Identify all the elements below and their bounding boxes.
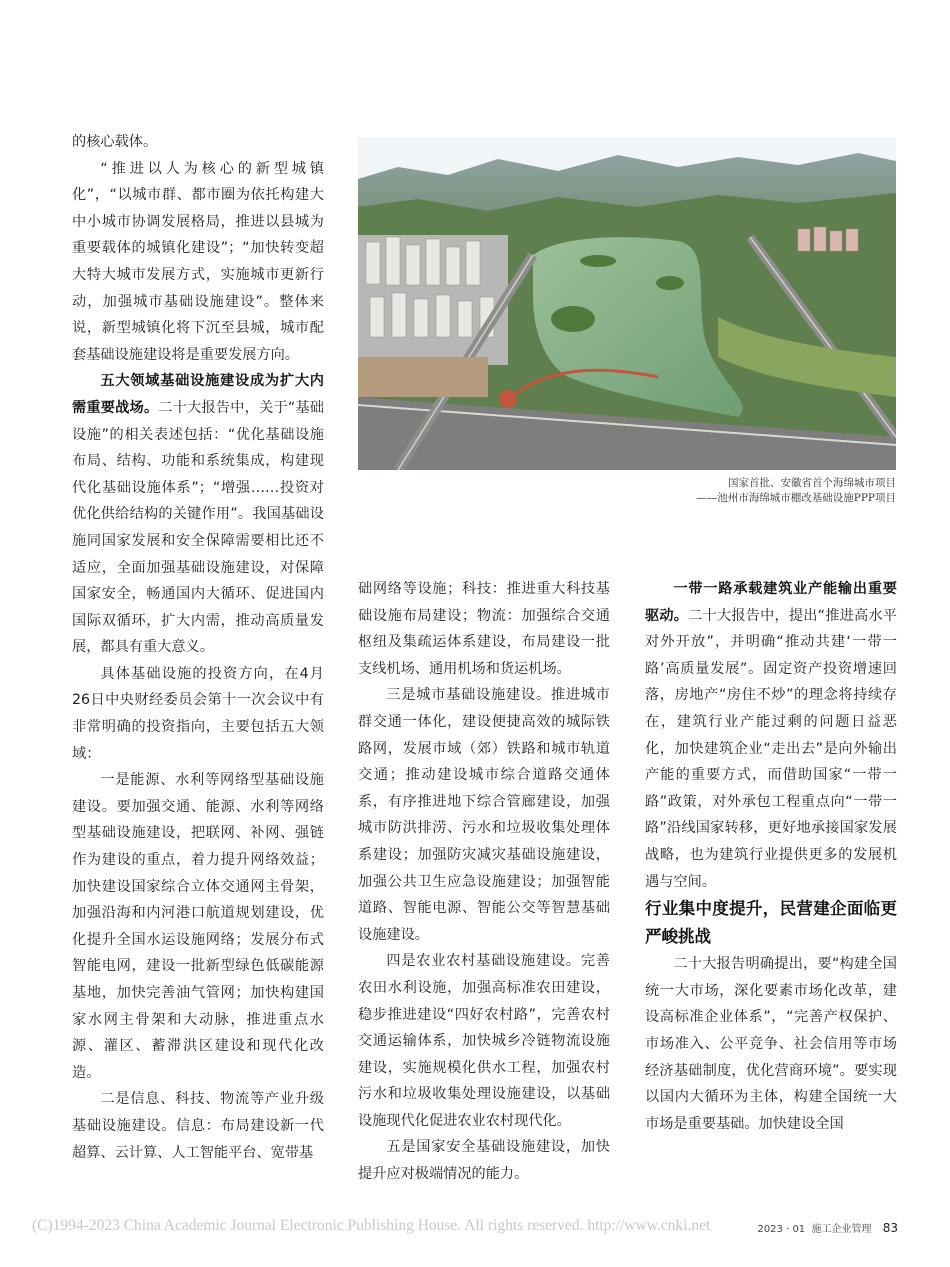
paragraph-text: 二十大报告中，提出“推进高水平对外开放”，并明确“推动共建‘一带一路’高质量发展”。固定资产投资增速回落，房地产“房住不炒”的理念将持续存在，建筑行业产能过剩的问题日益恶化，加快建筑企业“走出去”是向外输出产能的重要方式，而借助国家“一带一路”政策，对外承包工程重点向“一带一路”沿线国家转移，更好地承接国家发展战略，也为建筑行业提供更多的发展机遇与空间。 [645, 607, 897, 890]
paragraph: 具体基础设施的投资方向，在4月26日中央财经委员会第十一次会议中有非常明确的投资指向，主要包括五大领域： [72, 665, 324, 762]
photo-caption [560, 476, 896, 506]
paragraph: “推进以人为核心的新型城镇化”，“以城市群、都市圈为依托构建大中小城市协调发展格局，推进以县城为重要载体的城镇化建设”；“加快转变超大特大城市发展方式，实施城市更新行动，加强城市基础设施建设”。整体来说，新型城镇化将下沉至县城，城市配套基础设施建设将是重要发展方向。 [72, 160, 324, 363]
copyright-watermark: (C)1994-2023 China Academic Journal Electronic Publishing House. All rights reserved. http://www.cnki.net [32, 1217, 711, 1234]
aerial-photo [358, 137, 896, 470]
paragraph-text: 二十大报告中，关于“基础设施”的相关表述包括：“优化基础设施布局、结构、功能和系统集成，构建现代化基础设施体系”；“增强……投资对优化供给结构的关键作用”。我国基础设施同国家发展和安全保障需要相比还不适应，全面加强基础设施建设，对保障国家安全，畅通国内大循环、促进国内国际双循环，扩大内需，推动高质量发展，都具有重大意义。 [72, 399, 324, 656]
paragraph: 二是信息、科技、物流等产业升级基础设施建设。信息：布局建设新一代超算、云计算、人工智能平台、宽带基 [72, 1091, 324, 1161]
paragraph: 三是城市基础设施建设。推进城市群交通一体化，建设便捷高效的城际铁路网，发展市域（郊）铁路和城市轨道交通；推动建设城市综合道路交通体系，有序推进地下综合管廊建设，加强城市防洪排涝、污水和垃圾收集处理体系建设；加强防灾减灾基础设施建设，加强公共卫生应急设施建设；加强智能道路、智能电源、智能公交等智慧基础设施建设。 [358, 687, 610, 943]
paragraph: 五是国家安全基础设施建设，加快提升应对极端情况的能力。 [358, 1139, 610, 1183]
middle-text-column [358, 576, 610, 1188]
paragraph [645, 576, 897, 895]
caption-line: 国家首批、安徽省首个海绵城市项目 [728, 477, 896, 489]
paragraph: 四是农业农村基础设施建设。完善农田水利设施，加强高标准农田建设，稳步推进建设“四好农村路”，完善农村交通运输体系，加快城乡冷链物流设施建设，实施规模化供水工程，加强农村污水和垃圾收集处理设施建设，以基础设施现代化促进农业农村现代化。 [358, 953, 610, 1129]
bold-lead: 五大领域基础设施建设成为扩大内需重要战场。 [72, 373, 324, 416]
footer-meta [757, 1220, 898, 1235]
page-footer [0, 1217, 950, 1241]
page-number: 83 [882, 1221, 898, 1235]
section-heading: 行业集中度提升，民营建企面临更严峻挑战 [645, 899, 897, 947]
paragraph: 的核心载体。 [72, 134, 158, 150]
caption-line: ——池州市海绵城市棚改基础设施PPP项目 [696, 492, 896, 504]
right-text-column [645, 576, 897, 1137]
magazine-name: 施工企业管理 [811, 1224, 872, 1235]
paragraph [72, 368, 324, 661]
left-text-column [72, 129, 324, 1166]
issue-label: 2023 · 01 [757, 1224, 806, 1235]
paragraph: 一是能源、水利等网络型基础设施建设。要加强交通、能源、水利等网络型基础设施建设，把联网、补网、强链作为建设的重点，着力提升网络效益；加快建设国家综合立体交通网主骨架，加强沿海和内河港口航道规划建设，优化提升全国水运设施网络；发展分布式智能电网，建设一批新型绿色低碳能源基地，加快完善油气管网；加快构建国家水网主骨架和大动脉，推进重点水源、灌区、蓄滞洪区建设和现代化改造。 [72, 772, 324, 1081]
paragraph: 础网络等设施；科技：推进重大科技基础设施布局建设；物流：加强综合交通枢纽及集疏运体系建设，布局建设一批支线机场、通用机场和货运机场。 [358, 581, 610, 677]
paragraph: 二十大报告明确提出，要“构建全国统一大市场，深化要素市场化改革，建设高标准企业体系”，“完善产权保护、市场准入、公平竞争、社会信用等市场经济基础制度，优化营商环境”。要实现以国内大循环为主体，构建全国统一大市场是重要基础。加快建设全国 [645, 956, 897, 1132]
bold-lead: 一带一路承载建筑业产能输出重要驱动。 [645, 581, 897, 624]
